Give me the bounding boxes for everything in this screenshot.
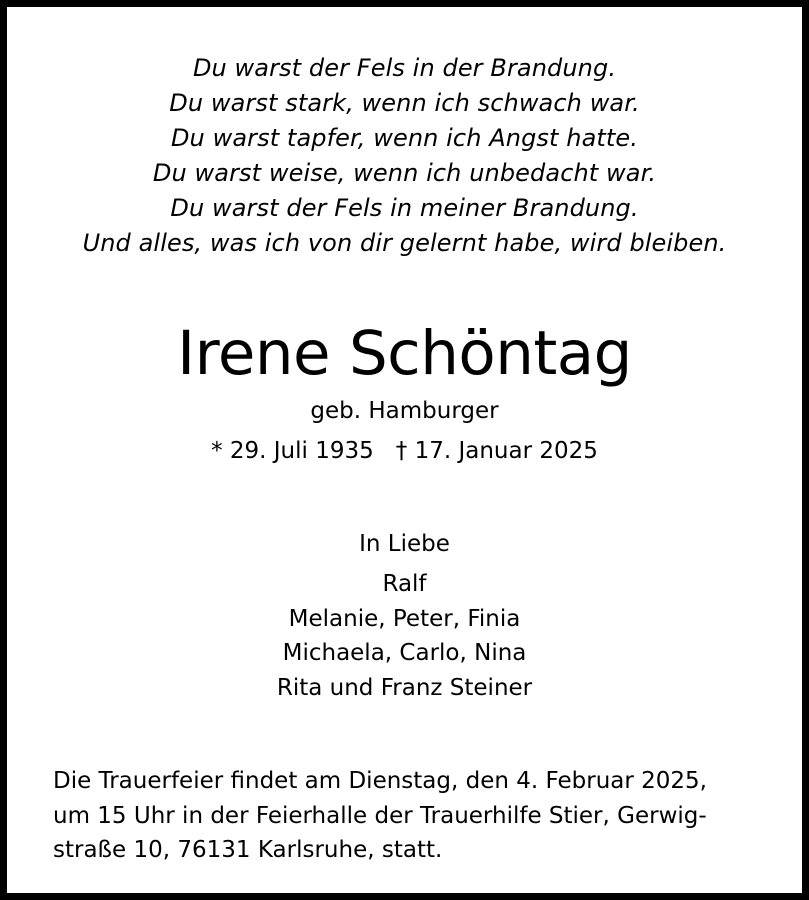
ceremony-line: um 15 Uhr in der Feierhalle der Trauerhilfe Stier, Gerwig- xyxy=(53,802,707,829)
ceremony-line: straße 10, 76131 Karlsruhe, statt. xyxy=(53,837,443,863)
ceremony-line: Die Trauerfeier findet am Dienstag, den 4. Februar 2025, xyxy=(53,768,707,794)
funeral-ceremony-info xyxy=(53,764,793,868)
poem-line: Und alles, was ich von dir gelernt habe, wird bleiben. xyxy=(82,229,727,257)
death-date: † 17. Januar 2025 xyxy=(395,438,598,464)
mourners-list xyxy=(7,567,802,705)
life-dates xyxy=(7,435,802,467)
poem-line: Du warst der Fels in meiner Brandung. xyxy=(170,194,639,222)
poem-line: Du warst tapfer, wenn ich Angst hatte. xyxy=(170,124,639,152)
mourner-line: Ralf xyxy=(382,571,427,597)
poem-line: Du warst der Fels in der Brandung. xyxy=(192,54,617,82)
mourners-intro: In Liebe xyxy=(359,531,450,557)
poem-line: Du warst stark, wenn ich schwach war. xyxy=(169,89,640,117)
mourner-line: Melanie, Peter, Finia xyxy=(288,605,521,632)
mourner-line: Michaela, Carlo, Nina xyxy=(282,640,527,666)
mourner-line: Rita und Franz Steiner xyxy=(276,674,533,701)
poem-line: Du warst weise, wenn ich unbedacht war. xyxy=(152,159,657,187)
birth-date: * 29. Juli 1935 xyxy=(211,438,374,464)
deceased-name: Irene Schöntag xyxy=(177,318,632,389)
birth-name: geb. Hamburger xyxy=(310,398,499,424)
memorial-poem xyxy=(7,51,802,261)
